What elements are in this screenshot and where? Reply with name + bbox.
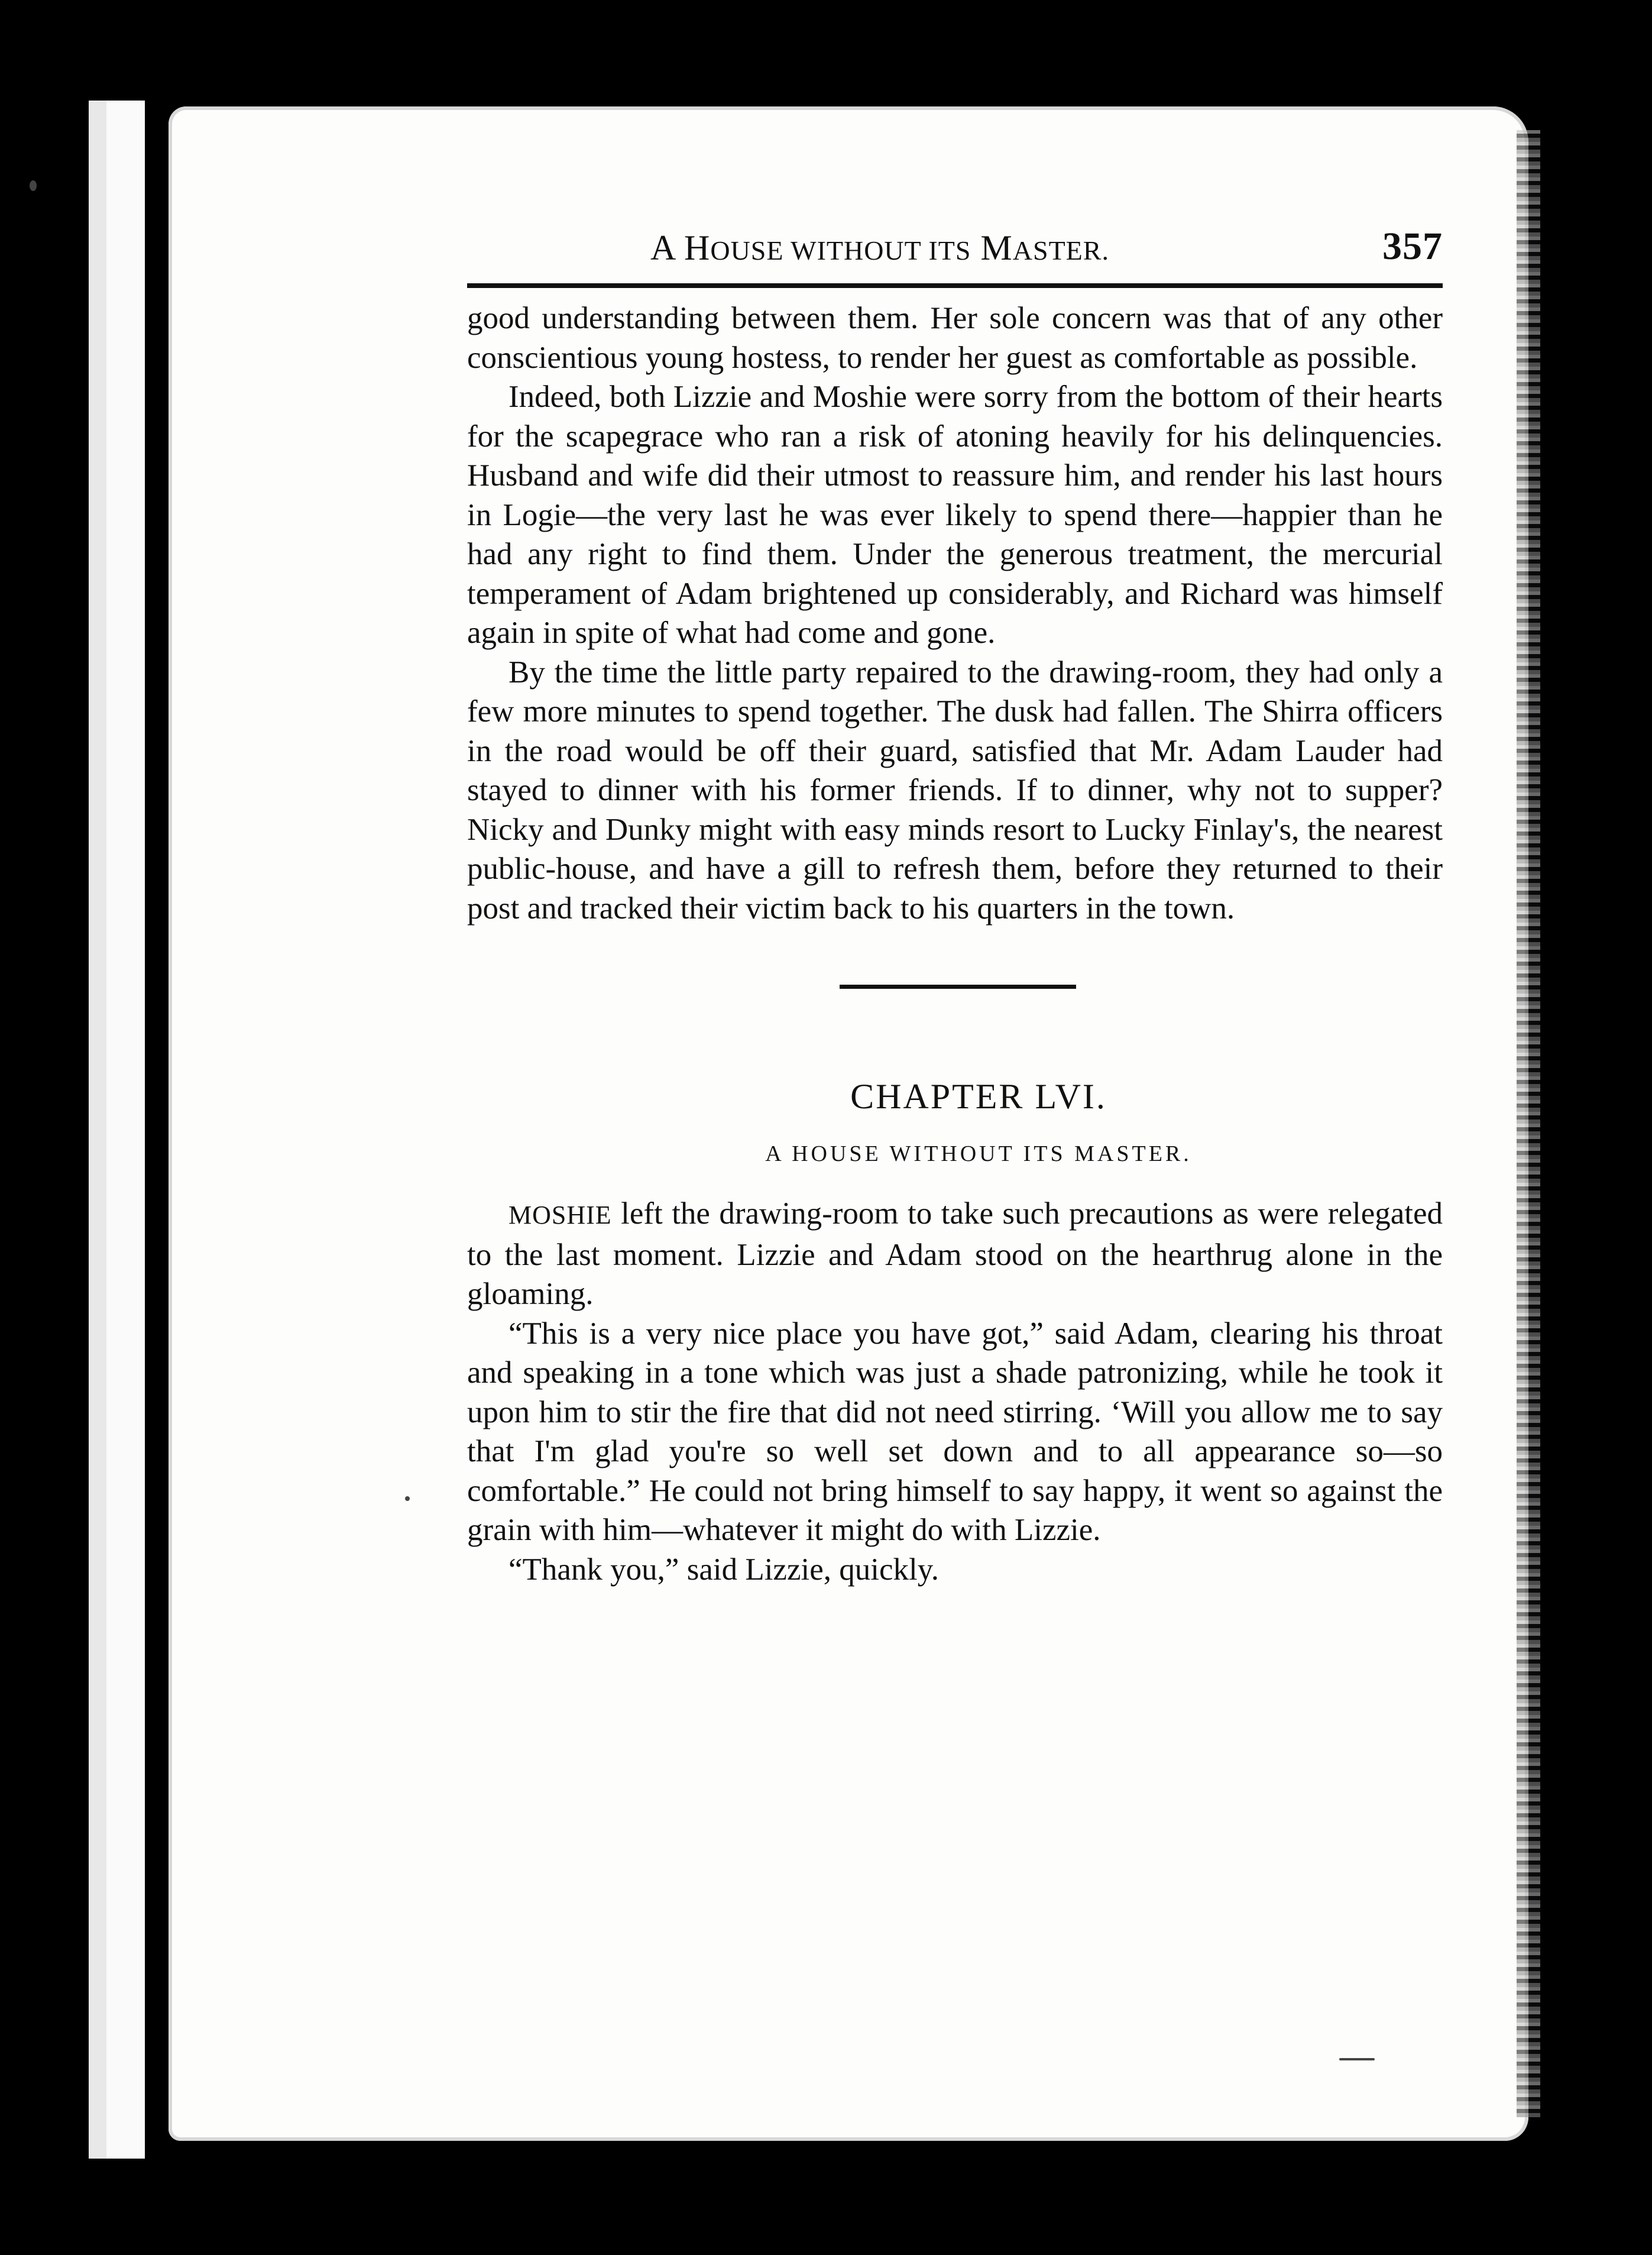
ink-speck [405,1496,410,1501]
running-head-title-smallcaps: ASTER. [1012,235,1109,266]
paragraph-text: left the drawing-room to take such precautions as were relegated to the last moment. Lizzie and Adam stood on the hearthrug alone in the gloaming. [467,1196,1443,1311]
running-head [467,225,1443,275]
paragraph: “This is a very nice place you have got,” said Adam, clearing his throat and speaking in a tone which was just a shade patronizing, while he took it upon him to stir the fire that did not need stirring. ‘Will you allow me to say that I'm glad you're so well set down and to all appearance so—so comfortable.” He could not bring himself to say happy, it went so against the grain with him—whatever it might do with Lizzie. [467,1316,1443,1547]
ink-speck [30,180,37,191]
section-divider-rule [840,985,1076,989]
paragraph: good understanding between them. Her sole concern was that of any other conscientious young hostess, to render her guest as comfortable as possible. [467,301,1443,375]
page-gutter-shadow [89,101,106,2159]
running-head-title-cap: A H [650,228,711,267]
running-head-title [650,228,1109,268]
page-text-block [467,225,1443,1589]
page-number: 357 [1382,225,1443,268]
chapter-opening-word: MOSHIE [508,1201,612,1230]
chapter-heading: CHAPTER LVI. [850,1077,1107,1116]
paragraph [467,1194,1443,1314]
chapter-subtitle: A HOUSE WITHOUT ITS MASTER. [765,1141,1192,1166]
paragraph: By the time the little party repaired to the drawing-room, they had only a few more minutes to spend together. The dusk had fallen. The Shirra officers in the road would be off their guard, satisfied that Mr. Adam Lauder had stayed to dinner with his former friends. If to dinner, why not to supper? Nicky and Dunky might with easy minds resort to Lucky Finlay's, the nearest public-house, and have a gill to refresh them, before they returned to their post and tracked their victim back to his quarters in the town. [467,655,1443,926]
previous-page-edge [89,101,145,2159]
ink-speck [1339,2058,1375,2060]
running-head-title-cap: M [971,228,1013,267]
paragraph: Indeed, both Lizzie and Moshie were sorry from the bottom of their hearts for the scapegrace who ran a risk of atoning heavily for his delinquencies. Husband and wife did their utmost to reassure him, and render his last hours in Logie—the very last he was ever likely to spend there—happier than he had any right to find them. Under the generous treatment, the mercurial temperament of Adam brightened up considerably, and Richard was himself again in spite of what had come and gone. [467,380,1443,650]
running-head-title-smallcaps: OUSE WITHOUT ITS [710,235,971,266]
paragraph: “Thank you,” said Lizzie, quickly. [508,1552,939,1587]
header-rule [467,283,1443,288]
